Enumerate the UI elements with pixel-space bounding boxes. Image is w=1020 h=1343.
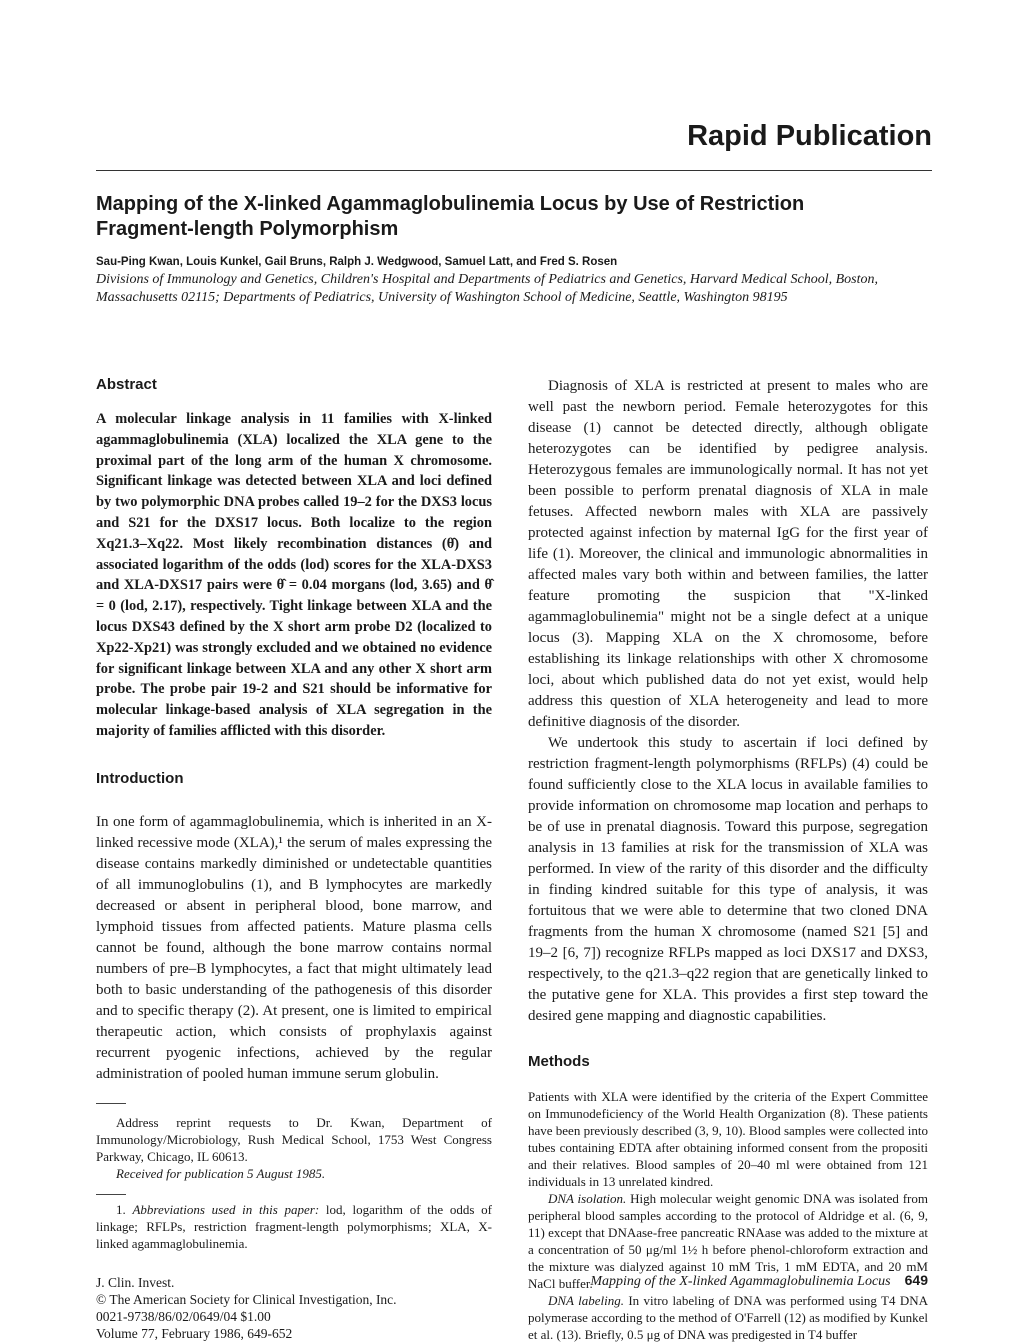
- copyright-line: © The American Society for Clinical Investigation, Inc.: [96, 1291, 397, 1307]
- methods-heading: Methods: [528, 1053, 590, 1070]
- introduction-paragraph: In one form of agammaglobulinemia, which is inherited in an X-linked recessive mode (XLA),¹ the serum of males expressing the disease contains markedly diminished or undetectable quantities of all immunoglobulins (1), and B lymphocytes are markedly decreased or absent in peripheral blood, bone marrow, and lymphoid tissues from affected patients. Mature plasma cells cannot be found, although the bone marrow contains normal numbers of pre–B lymphocytes, a fact that might ultimately lead both to basic understanding of the pathogenesis of this disorder and to specific therapy (2). At present, one is limited to empirical therapeutic action, which consists of prophylaxis against recurrent pyogenic infections, achieved by the regular administration of pooled human immune serum globulin.: [96, 813, 492, 1082]
- footnote-abbrev-label: Abbreviations used in this paper:: [132, 1201, 320, 1217]
- footnote-address: Address reprint requests to Dr. Kwan, Department of Immunology/Microbiology, Rush Medical School, 1753 West Congress Parkway, Chicago, IL 60613.: [96, 1114, 492, 1164]
- footnote-number: 1.: [116, 1201, 126, 1217]
- running-footer-title: Mapping of the X-linked Agammaglobulinemia Locus: [590, 1274, 891, 1289]
- running-footer: [590, 1272, 928, 1290]
- dna-labeling-label: DNA labeling.: [548, 1293, 624, 1308]
- header-rule: [96, 170, 932, 171]
- volume-line: Volume 77, February 1986, 649-652: [96, 1325, 293, 1341]
- footnote-abbrev-text: lod, logarithm of the odds of linkage; RFLPs, restriction fragment-length polymorphisms; XLA, X-linked agammaglobulinemia.: [96, 1201, 493, 1251]
- dna-labeling-text: In vitro labeling of DNA was performed using T4 DNA polymerase according to the method of O'Farrell (12) as modified by Kunkel et al. (13). Briefly, 0.5 μg of DNA was predigested in T4 buffer: [528, 1293, 928, 1342]
- introduction-heading: Introduction: [96, 769, 184, 787]
- methods-dna-labeling-paragraph: [528, 1292, 928, 1343]
- dna-isolation-text: High molecular weight genomic DNA was isolated from peripheral blood samples according to the protocol of Aldridge et al. (6, 9, 11) except that DNAase-free pancreatic RNAase was added to the mixture at a concentration of 50 μg/ml 1½ h before phenol-chloroform extraction and the mixture was dialyzed against 10 mM Tris, 1 mM EDTA, and 20 mM NaCl buffer.: [528, 1191, 928, 1291]
- footnote-abbreviations: [96, 1201, 492, 1252]
- methods-patients-paragraph: Patients with XLA were identified by the criteria of the Expert Committee on Immunodeficiency of the World Health Organization (8). These patients have been previously described (3, 9, 10). Blood samples were collected into tubes containing EDTA after obtaining informed consent from the propositi and their relatives. Blood samples of 20–40 ml were obtained from 121 individuals in 13 unrelated kindred.: [528, 1089, 928, 1189]
- footnote-received: Received for publication 5 August 1985.: [116, 1165, 326, 1181]
- study-paragraph: We undertook this study to ascertain if loci defined by restriction fragment-length polymorphisms (RFLPs) (4) could be found sufficiently close to the XLA locus in available families to provide information on chromosome map location and perhaps to be of use in prenatal diagnosis. Toward this purpose, segregation analysis in 13 families at risk for the transmission of XLA was performed. In view of the rarity of this disorder and the difficulty in finding kindred suitable for this type of analysis, it was fortuitous that we were able to determine that two cloned DNA fragments from the human X chromosome (named S21 [5] and 19–2 [6, 7]) recognize RFLPs mapped as loci DXS17 and DXS3, respectively, to the q21.3–q22 region that are genetically linked to the putative gene for XLA. This provides a first step toward the desired gene mapping and diagnostic capabilities.: [528, 735, 928, 1024]
- issn-line: 0021-9738/86/02/0649/04 $1.00: [96, 1308, 271, 1324]
- diagnosis-paragraph: Diagnosis of XLA is restricted at present to males who are well past the newborn period. Female heterozygotes for this disease (1) cannot be detected directly, although obligate heterozygotes can be identified by pedigree analysis. Heterozygous females are immunologically normal. It has not yet been possible to perform prenatal diagnosis of XLA in male fetuses. Affected newborn males with XLA are passively protected against infection by maternal IgG for the first year of life (1). Moreover, the clinical and immunologic abnormalities in affected males vary both within and between families, the latter feature promoting the suspicion that "X-linked agammaglobulinemia" might not be a single defect at a unique locus (3). Mapping XLA on the X chromosome, before establishing its linkage relationships with other X chromosome loci, about which published data do not yet exist, would help address this question of XLA heterogeneity and lead to more definitive diagnosis of the disorder.: [528, 378, 928, 730]
- dna-isolation-label: DNA isolation.: [548, 1191, 627, 1206]
- author-list: Sau-Ping Kwan, Louis Kunkel, Gail Bruns, Ralph J. Wedgwood, Samuel Latt, and Fred S. Rosen: [96, 256, 618, 268]
- section-label-rapid-publication: Rapid Publication: [687, 120, 932, 152]
- journal-info: [96, 1274, 492, 1342]
- journal-name: J. Clin. Invest.: [96, 1274, 175, 1290]
- right-column: [528, 376, 928, 1343]
- abstract-text: A molecular linkage analysis in 11 families with X-linked agammaglobulinemia (XLA) localized the XLA gene to the proximal part of the long arm of the human X chromosome. Significant linkage was detected between XLA and loci defined by two polymorphic DNA probes called 19–2 for the DXS3 locus and S21 for the DXS17 locus. Both localize to the region Xq21.3–Xq22. Most likely recombination distances (θ̂) and associated logarithm of the odds (lod) scores for the XLA-DXS3 and XLA-DXS17 pairs were θ̂ = 0.04 morgans (lod, 3.65) and θ̂ = 0 (lod, 2.17), respectively. Tight linkage between XLA and the locus DXS43 defined by the X short arm probe D2 (localized to Xp22-Xp21) was strongly excluded and we obtained no evidence for significant linkage between XLA and any other X short arm probe. The probe pair 19-2 and S21 should be informative for molecular linkage-based analysis of XLA segregation in the majority of families afflicted with this disorder.: [96, 411, 492, 739]
- article-title: Mapping of the X-linked Agammaglobulinemia Locus by Use of Restriction Fragment-length Polymorphism: [96, 193, 805, 240]
- footnote-rule-2: [96, 1194, 126, 1195]
- abstract-heading: Abstract: [96, 376, 157, 393]
- left-column: [96, 376, 492, 1342]
- footnote-rule: [96, 1103, 126, 1104]
- author-affiliations: Divisions of Immunology and Genetics, Children's Hospital and Departments of Pediatrics and Genetics, Harvard Medical School, Boston, Massachusetts 02115; Departments of Pediatrics, University of Washington School of Medicine, Seattle, Washington 98195: [96, 272, 878, 305]
- page-number: 649: [904, 1272, 928, 1288]
